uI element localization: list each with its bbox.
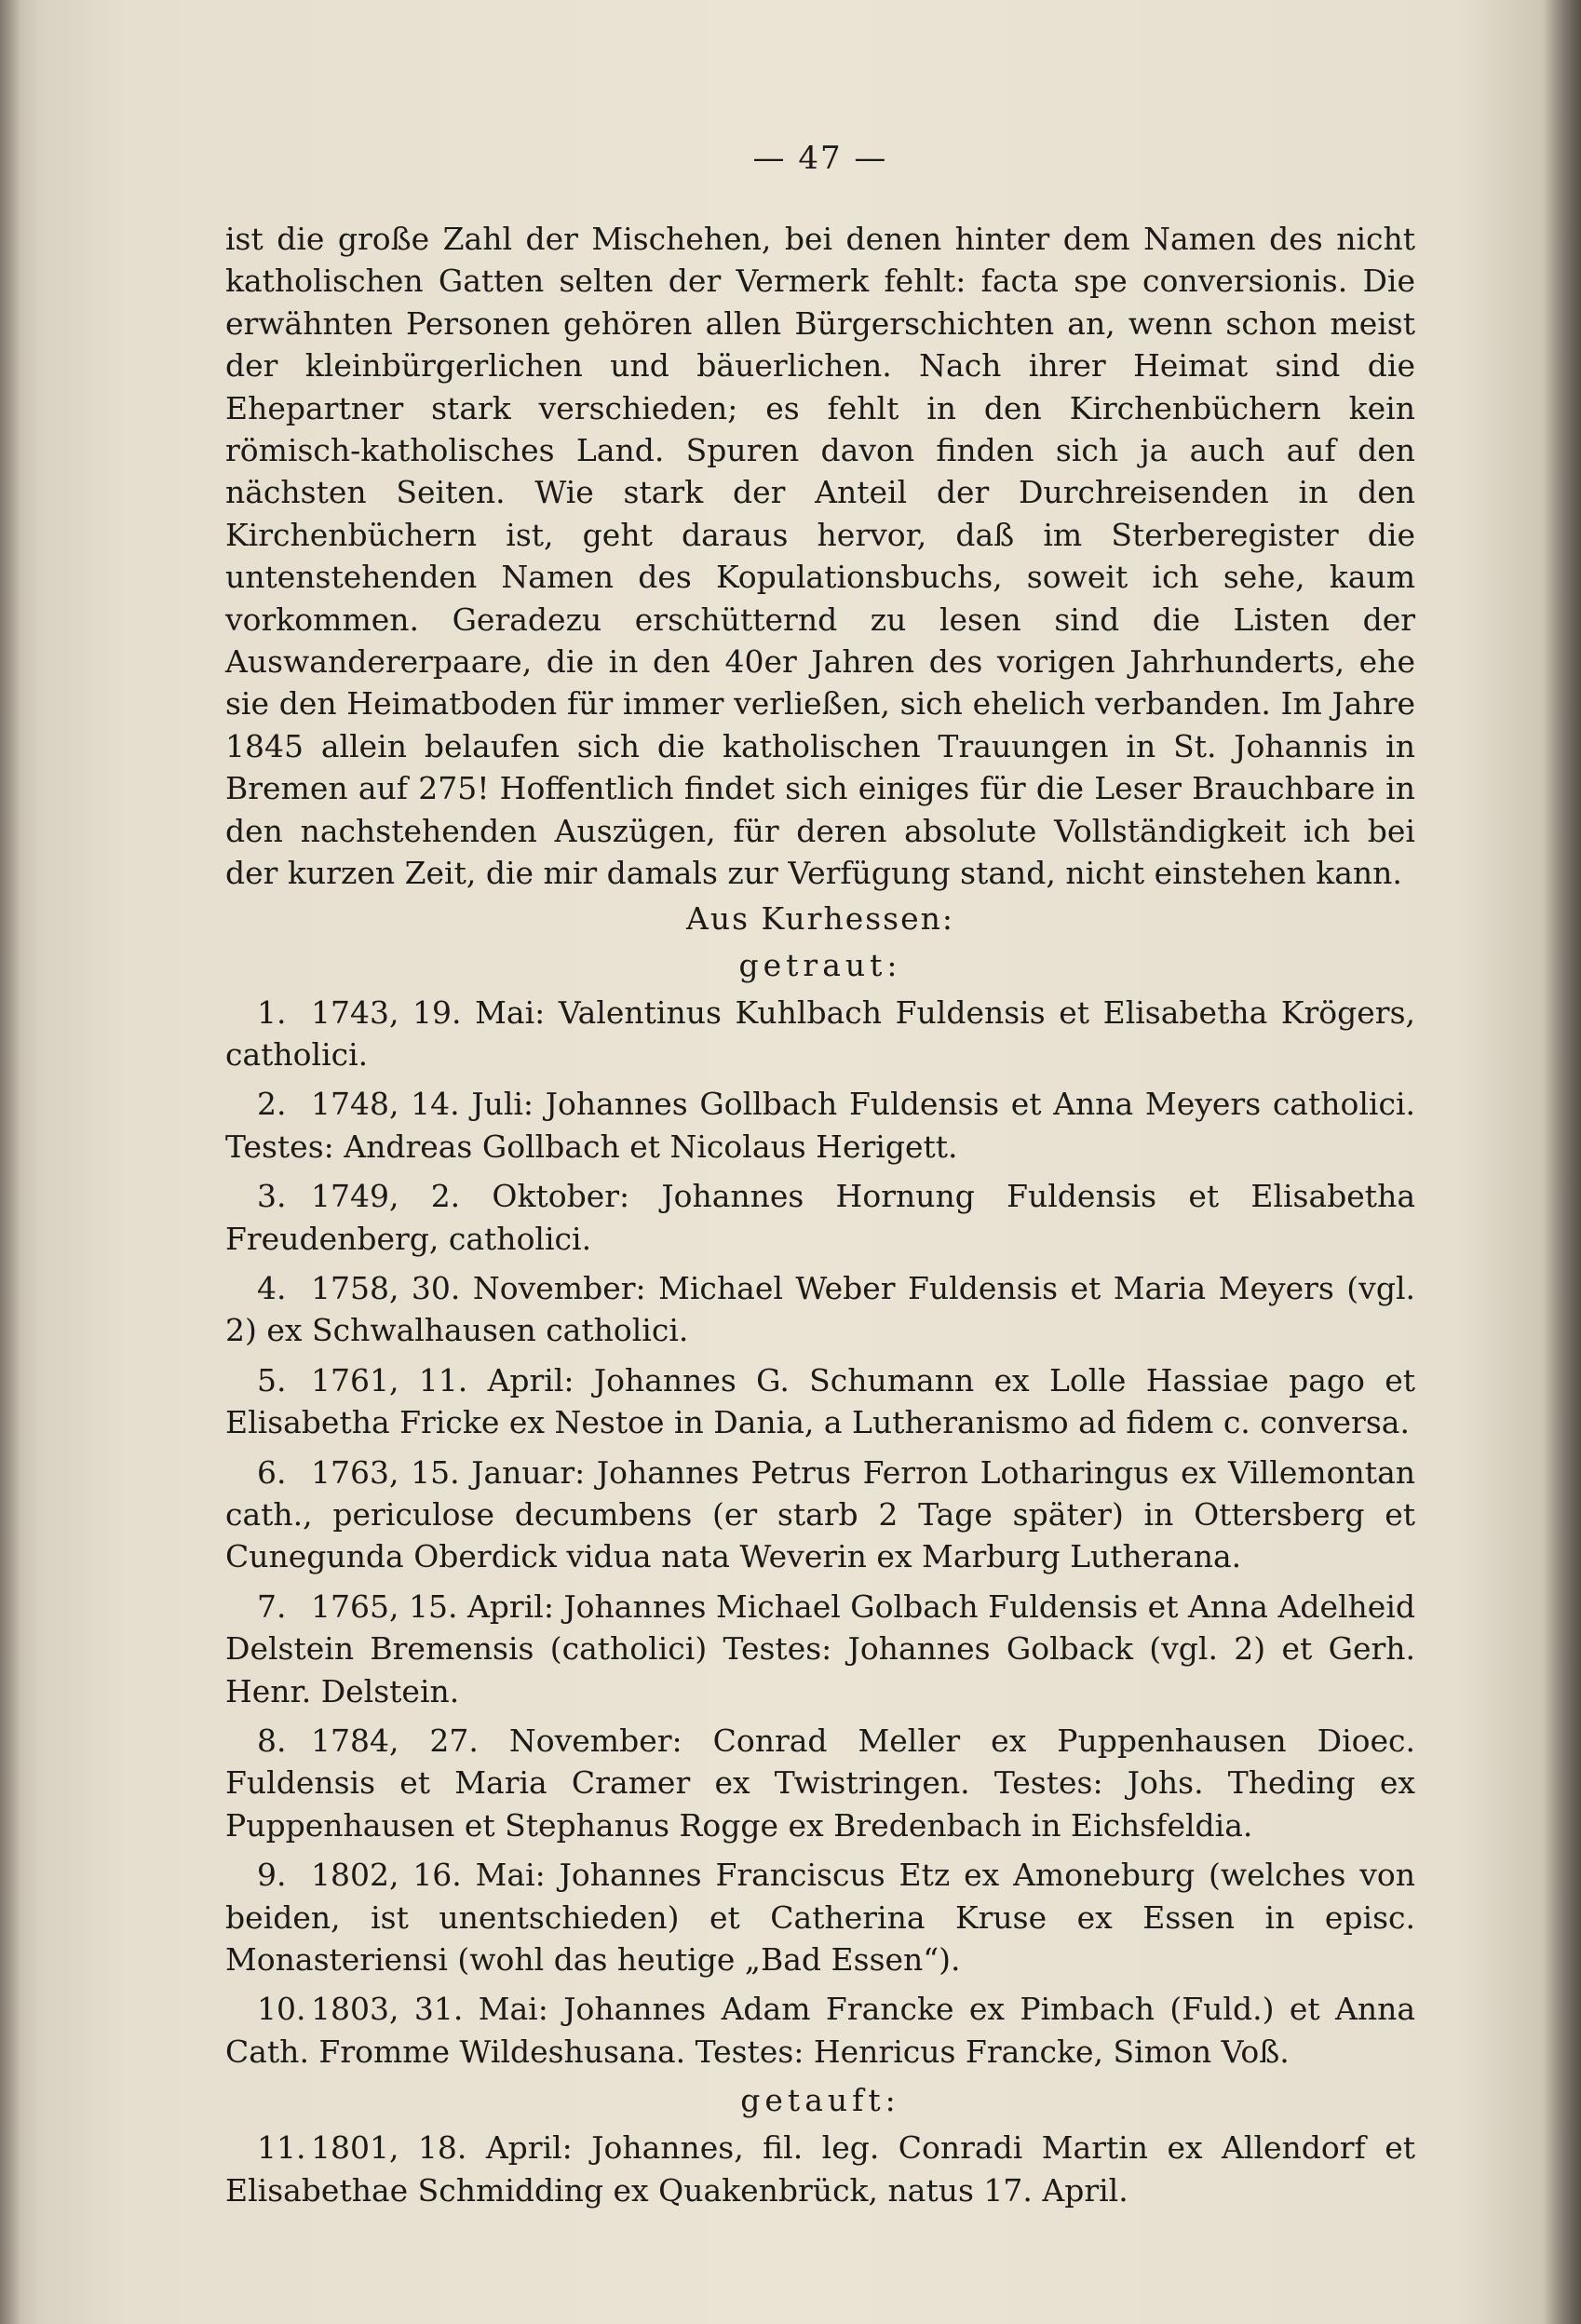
entry-number: 2. [257, 1086, 287, 1123]
married-entry [225, 1267, 1415, 1352]
entry-number: 5. [257, 1361, 287, 1398]
entry-number: 8. [257, 1723, 287, 1759]
entry-text: 1801, 18. April: Johannes, fil. leg. Conradi Martin ex Allendorf et Elisabethae Schmidding ex Quakenbrück, natus 17. April. [225, 2129, 1415, 2209]
baptized-heading: getauft: [740, 2082, 900, 2119]
page-number: — 47 — [752, 140, 888, 177]
married-entry [225, 1359, 1415, 1444]
married-entry [225, 1854, 1415, 1980]
baptized-entry [225, 2127, 1415, 2211]
entry-number: 11. [257, 2129, 306, 2167]
married-entry [225, 1083, 1415, 1168]
binding-gutter-shadow [1544, 0, 1581, 2324]
entry-text: 1761, 11. April: Johannes G. Schumann ex Lolle Hassiae pago et Elisabetha Fricke ex Nestoe in Dania, a Lutheranismo ad fidem c. conversa. [225, 1361, 1415, 1441]
married-heading: getraut: [738, 946, 902, 983]
entry-number: 7. [257, 1588, 287, 1625]
entry-text: 1758, 30. November: Michael Weber Fuldensis et Maria Meyers (vgl. 2) ex Schwalhausen catholici. [225, 1269, 1415, 1349]
married-entries-list [225, 992, 1415, 2074]
entry-number: 4. [257, 1269, 287, 1306]
married-entry [225, 992, 1415, 1076]
married-entry [225, 1988, 1415, 2073]
entry-text: 1784, 27. November: Conrad Meller ex Puppenhausen Dioec. Fuldensis et Maria Cramer ex Twistringen. Testes: Johs. Theding ex Puppenhausen et Stephanus Rogge ex Bredenbach in Eichsfeldia. [225, 1723, 1415, 1844]
entry-number: 1. [257, 993, 287, 1031]
married-entry [225, 1720, 1415, 1846]
entry-number: 10. [257, 1991, 306, 2028]
entry-text: 1743, 19. Mai: Valentinus Kuhlbach Fuldensis et Elisabetha Krögers, catholici. [225, 993, 1415, 1073]
entry-text: 1748, 14. Juli: Johannes Gollbach Fuldensis et Anna Meyers catholici. Testes: Andreas Gollbach et Nicolaus Herigett. [225, 1086, 1415, 1165]
entry-text: 1803, 31. Mai: Johannes Adam Francke ex Pimbach (Fuld.) et Anna Cath. Fromme Wildeshusana. Testes: Henricus Francke, Simon Voß. [225, 1991, 1415, 2070]
entry-text: 1763, 15. Januar: Johannes Petrus Ferron Lotharingus ex Villemontan cath., periculose decumbens (er starb 2 Tage später) in Ottersberg et Cunegunda Oberdick vidua nata Weverin ex Marburg Lutherana. [225, 1453, 1415, 1575]
entry-number: 9. [257, 1857, 287, 1894]
section-heading-kurhessen: Aus Kurhessen: [685, 899, 955, 937]
entry-number: 3. [257, 1178, 287, 1215]
entry-text: 1749, 2. Oktober: Johannes Hornung Fuldensis et Elisabetha Freudenberg, catholici. [225, 1178, 1415, 1257]
intro-paragraph: ist die große Zahl der Mischehen, bei denen hinter dem Namen des nicht katholischen Gatten selten der Vermerk fehlt: facta spe conversionis. Die erwähnten Personen gehören allen Bürgerschichten an, wenn schon meist der kleinbürgerlichen und bäuerlichen. Nach ihrer Heimat sind die Ehepartner stark verschieden; es fehlt in den Kirchenbüchern kein römisch-katholisches Land. Spuren davon finden sich ja auch auf den nächsten Seiten. Wie stark der Anteil der Durchreisenden in den Kirchenbüchern ist, geht daraus hervor, daß im Sterberegister die untenstehenden Namen des Kopulationsbuchs, soweit ich sehe, kaum vorkommen. Geradezu erschütternd zu lesen sind die Listen der Auswandererpaare, die in den 40er Jahren des vorigen Jahrhunderts, ehe sie den Heimatboden für immer verließen, sich ehelich verbanden. Im Jahre 1845 allein belaufen sich die katholischen Trauungen in St. Johannis in Bremen auf 275! Hoffentlich findet sich einiges für die Leser Brauchbare in den nachstehenden Auszügen, für deren absolute Vollständigkeit ich bei der kurzen Zeit, die mir damals zur Verfügung stand, nicht einstehen kann. [225, 221, 1415, 892]
entry-number: 6. [257, 1453, 287, 1491]
married-entry [225, 1175, 1415, 1260]
entry-text: 1765, 15. April: Johannes Michael Golbach Fuldensis et Anna Adelheid Delstein Bremensis (catholici) Testes: Johannes Golback (vgl. 2) et Gerh. Henr. Delstein. [225, 1588, 1415, 1709]
married-entry [225, 1586, 1415, 1712]
page-content [225, 140, 1415, 2219]
baptized-entries-list [225, 2127, 1415, 2211]
page-left-edge [0, 0, 20, 2324]
entry-text: 1802, 16. Mai: Johannes Franciscus Etz ex Amoneburg (welches von beiden, ist unentschieden) et Catherina Kruse ex Essen in episc. Monasteriensi (wohl das heutige „Bad Essen“). [225, 1857, 1415, 1979]
married-entry [225, 1452, 1415, 1578]
